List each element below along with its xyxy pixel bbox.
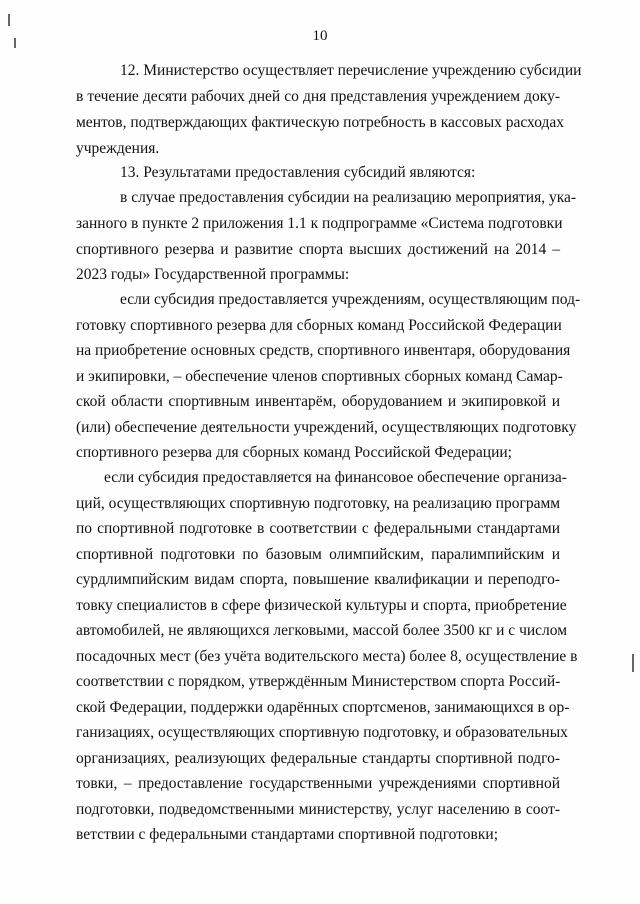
text-line: посадочных мест (без учёта водительского места) более 8, осуществление в: [76, 648, 578, 665]
text-line: на приобретение основных средств, спортивного инвентаря, оборудования: [76, 342, 571, 359]
text-line: сурдлимпийским видам спорта, повышение квалификации и переподго-: [76, 571, 560, 588]
text-line: ской области спортивным инвентарём, оборудованием и экипировкой и: [76, 393, 560, 410]
text-line: и экипировки, – обеспечение членов спортивных сборных команд Самар-: [76, 368, 563, 385]
scan-artifact: [632, 654, 634, 672]
text-line: автомобилей, не являющихся легковыми, массой более 3500 кг и с числом: [76, 622, 568, 639]
text-line: готовку спортивного резерва для сборных команд Российской Федерации: [76, 317, 562, 334]
text-line: товку специалистов в сфере физической культуры и спорта, приобретение: [76, 597, 567, 614]
text-line: спортивной подготовки по базовым олимпийским, паралимпийским и: [76, 546, 560, 563]
text-line: товки, – предоставление государственными учреждениями спортивной: [76, 775, 560, 792]
text-line: спортивного резерва для сборных команд Российской Федерации;: [76, 444, 512, 461]
scan-artifact: [8, 14, 10, 26]
text-line: спортивного резерва и развитие спорта высших достижений на 2014 –: [76, 241, 560, 258]
text-line: подготовки, подведомственными министерству, услуг населению в соот-: [76, 801, 560, 818]
text-line: (или) обеспечение деятельности учреждений, осуществляющих подготовку: [76, 419, 577, 436]
text-line: ветствии с федеральными стандартами спортивной подготовки;: [76, 826, 498, 843]
text-line: ской Федерации, поддержки одарённых спортсменов, занимающихся в ор-: [76, 699, 570, 716]
page-number: 10: [312, 28, 328, 44]
text-line: 2023 годы» Государственной программы:: [76, 266, 350, 283]
text-line: в случае предоставления субсидии на реализацию мероприятия, ука-: [120, 189, 577, 206]
text-line: ганизациях, осуществляющих спортивную подготовку, и образовательных: [76, 724, 568, 741]
text-line: если субсидия предоставляется учреждениям, осуществляющим под-: [120, 291, 581, 308]
text-line: занного в пункте 2 приложения 1.1 к подпрограмме «Система подготовки: [76, 215, 563, 232]
text-line: ций, осуществляющих спортивную подготовку, на реализацию программ: [76, 495, 561, 512]
text-line: по спортивной подготовке в соответствии с федеральными стандартами: [76, 520, 560, 537]
text-line: 13. Результатами предоставления субсидий являются:: [120, 164, 476, 181]
text-line: соответствии с порядком, утверждённым Министерством спорта Россий-: [76, 673, 561, 690]
text-line: учреждения.: [76, 140, 160, 157]
text-line: ментов, подтверждающих фактическую потребность в кассовых расходах: [76, 114, 565, 131]
text-line: организациях, реализующих федеральные стандарты спортивной подго-: [76, 750, 560, 767]
text-line: в течение десяти рабочих дней со дня представления учреждением доку-: [76, 88, 560, 105]
text-line: 12. Министерство осуществляет перечисление учреждению субсидии: [120, 62, 582, 79]
text-line: если субсидия предоставляется на финансовое обеспечение организа-: [104, 469, 567, 486]
